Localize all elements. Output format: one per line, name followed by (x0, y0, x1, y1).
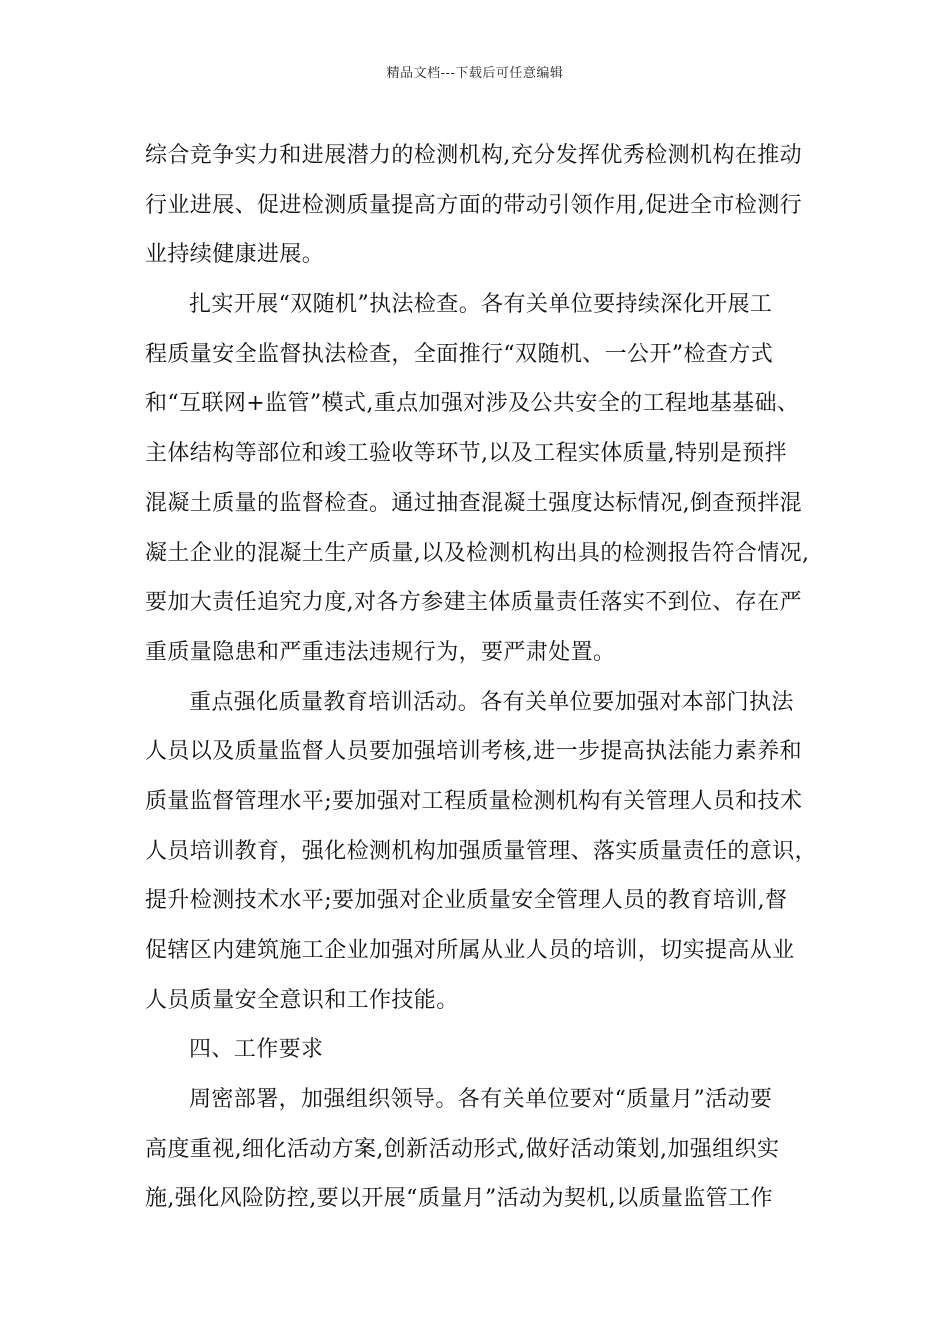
paragraph-start-line: 重点强化质量教育培训活动。各有关单位要加强对本部门执法 (189, 689, 794, 715)
paragraph-start-line: 扎实开展“双随机”执法检查。各有关单位要持续深化开展工 (189, 292, 773, 318)
text-line: 综合竞争实力和进展潜力的检测机构,充分发挥优秀检测机构在推动 (145, 143, 802, 168)
text-line: 提升检测技术水平;要加强对企业质量安全管理人员的教育培训,督 (145, 888, 788, 914)
paragraph-start-line: 周密部署，加强组织领导。各有关单位要对“质量月”活动要 (189, 1087, 773, 1113)
text-line: 混凝土质量的监督检查。通过抽查混凝土强度达标情况,倒查预拌混 (145, 490, 802, 516)
text-line: 促辖区内建筑施工企业加强对所属从业人员的培训，切实提高从业 (145, 938, 795, 963)
text-line: 业持续健康进展。 (145, 242, 325, 268)
text-line: 要加大责任追究力度,对各方参建主体质量责任落实不到位、存在严 (145, 590, 802, 616)
text-line: 人员培训教育，强化检测机构加强质量管理、落实质量责任的意识， (145, 838, 818, 864)
text-line: 重质量隐患和严重违法违规行为，要严肃处置。 (145, 639, 616, 665)
page-header: 精品文档---下载后可任意编辑 (386, 66, 564, 81)
text-line: 人员质量安全意识和工作技能。 (145, 987, 459, 1013)
text-line: 高度重视,细化活动方案,创新活动形式,做好活动策划,加强组织实 (145, 1136, 780, 1162)
text-line: 人员以及质量监督人员要加强培训考核,进一步提高执法能力素养和 (145, 739, 802, 765)
document-body (145, 131, 818, 1224)
text-line: 质量监督管理水平;要加强对工程质量检测机构有关管理人员和技术 (145, 788, 803, 814)
text-line: 程质量安全监督执法检查，全面推行“双随机、一公开”检查方式 (145, 341, 774, 367)
text-line: 施,强化风险防控,要以开展“质量月”活动为契机,以质量监管工作 (145, 1186, 773, 1212)
section-heading: 四、工作要求 (189, 1037, 324, 1063)
text-line: 凝土企业的混凝土生产质量,以及检测机构出具的检测报告符合情况, (145, 540, 810, 566)
text-line: 行业进展、促进检测质量提高方面的带动引领作用,促进全市检测行 (145, 192, 802, 218)
text-line: 主体结构等部位和竣工验收等环节,以及工程实体质量,特别是预拌 (145, 441, 787, 467)
text-line: 和“互联网+监管”模式,重点加强对涉及公共安全的工程地基基础、 (145, 391, 800, 417)
